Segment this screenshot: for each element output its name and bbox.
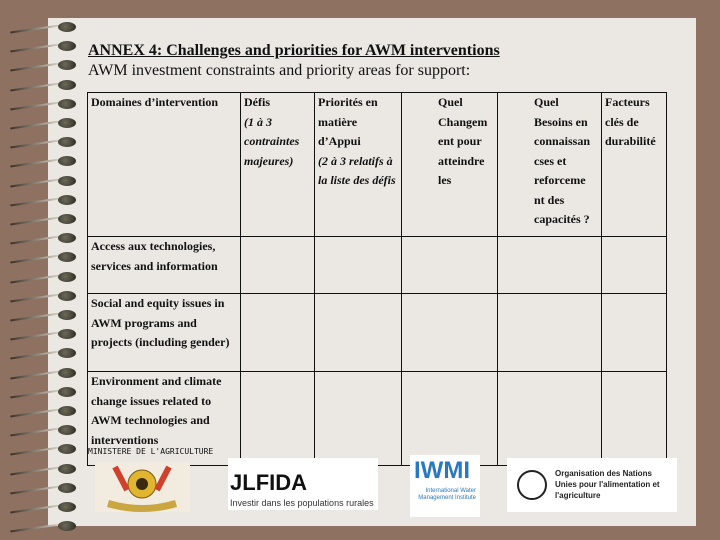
iwmi-logo (410, 455, 480, 517)
fao-text: Organisation des Nations Unies pour l'alimentation et l'agriculture (555, 469, 660, 500)
spiral-ring-icon (8, 348, 70, 360)
spiral-ring-icon (8, 425, 70, 437)
row-label: Social and equity issues in AWM programs and projects (including gender) (88, 294, 241, 372)
slide-title: ANNEX 4: Challenges and priorities for AWM interventions (88, 42, 500, 59)
header-defis (241, 93, 315, 237)
spiral-ring-icon (8, 272, 70, 284)
header-text: Quel Besoins en connaissan cses et reforceme nt des capacités ? (534, 95, 591, 226)
spiral-ring-icon (8, 406, 70, 418)
header-text: Domaines d’intervention (91, 95, 218, 109)
ministere-label: MINISTERE DE L'AGRICULTURE (88, 447, 214, 456)
header-note: (2 à 3 relatifs à la liste des défis (318, 153, 396, 187)
header-facteurs (602, 93, 667, 237)
header-besoins (498, 93, 602, 237)
spiral-ring-icon (8, 252, 70, 264)
spiral-ring-icon (8, 329, 70, 341)
header-text: Défis (244, 95, 270, 109)
table-header-row (88, 93, 667, 237)
spiral-ring-icon (8, 502, 70, 514)
fao-logo (507, 458, 677, 512)
spiral-ring-icon (8, 310, 70, 322)
header-text: Facteurs clés de durabilité (605, 95, 656, 148)
header-text: Quel Changem ent pour atteindre les (438, 95, 488, 187)
header-changement (402, 93, 498, 237)
spiral-ring-icon (8, 464, 70, 476)
spiral-ring-icon (8, 176, 70, 188)
spiral-ring-icon (8, 233, 70, 245)
spiral-ring-icon (8, 156, 70, 168)
spiral-ring-icon (8, 368, 70, 380)
spiral-ring-icon (8, 80, 70, 92)
spiral-ring-icon (8, 444, 70, 456)
header-text: Priorités en matière d’Appui (318, 95, 378, 148)
spiral-ring-icon (8, 521, 70, 533)
niger-coat-of-arms-logo (95, 462, 190, 512)
row-label: Access aux technologies, services and information (88, 237, 241, 294)
spiral-ring-icon (8, 22, 70, 34)
spiral-ring-icon (8, 214, 70, 226)
slide-subtitle: AWM investment constraints and priority areas for support: (88, 62, 471, 79)
iwmi-name: IWMI (414, 457, 470, 484)
row-label: Environment and climate change issues related to AWM technologies and interventions (88, 372, 241, 466)
spiral-ring-icon (8, 137, 70, 149)
table-row (88, 237, 667, 294)
fida-logo: JLFIDA Investir dans les populations rurales (228, 458, 378, 510)
spiral-ring-icon (8, 99, 70, 111)
header-priorites (315, 93, 402, 237)
table-row (88, 294, 667, 372)
spiral-ring-icon (8, 483, 70, 495)
fao-emblem-icon (517, 470, 547, 500)
fida-tagline: Investir dans les populations rurales (230, 498, 374, 508)
header-note: (1 à 3 contraintes majeures) (244, 114, 300, 168)
fida-name: FIDA (255, 470, 308, 495)
header-domaines (88, 93, 241, 237)
spiral-ring-icon (8, 118, 70, 130)
iwmi-tagline: International Water Management Institute (418, 488, 476, 501)
spiral-ring-icon (8, 60, 70, 72)
spiral-ring-icon (8, 195, 70, 207)
spiral-ring-icon (8, 41, 70, 53)
spiral-ring-icon (8, 387, 70, 399)
spiral-ring-icon (8, 291, 70, 303)
priorities-table (87, 92, 667, 466)
